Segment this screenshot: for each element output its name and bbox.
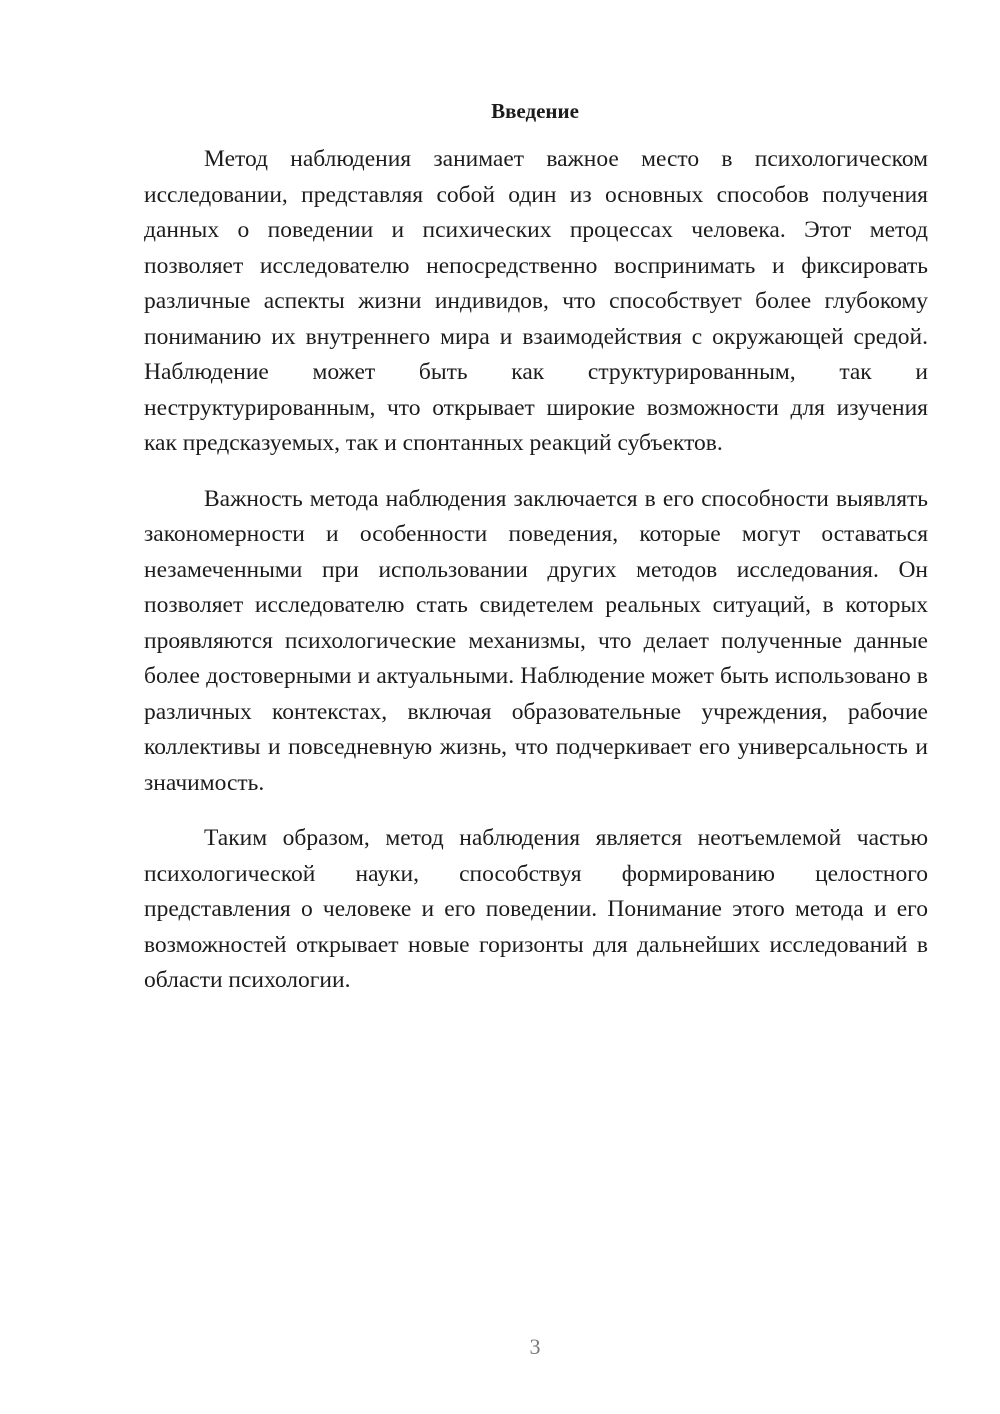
paragraph-1: Метод наблюдения занимает важное место в психологическом исследовании, представляя собой один из основных способов получения данных о поведении и психических процессах человека. Этот метод позволяет исследователю непосредственно воспринимать и фиксировать различные аспекты жизни индивидов, что способствует более глубокому пониманию их внутреннего мира и взаимодействия с окружающей средой. Наблюдение может быть как структурированным, так и неструктурированным, что открывает широкие возможности для изучения как предсказуемых, так и спонтанных реакций субъектов. <box>144 146 928 456</box>
section-heading: Введение <box>491 99 579 123</box>
paragraph-2: Важность метода наблюдения заключается в его способности выявлять закономерности и особенности поведения, которые могут оставаться незамеченными при использовании других методов исследования. Он позволяет исследователю стать свидетелем реальных ситуаций, в которых проявляются психологические механизмы, что делает полученные данные более достоверными и актуальными. Наблюдение может быть использовано в различных контекстах, включая образовательные учреждения, рабочие коллективы и повседневную жизнь, что подчеркивает его универсальность и значимость. <box>144 485 928 796</box>
body-text <box>144 142 928 1019</box>
page-number: 3 <box>529 1334 541 1359</box>
paragraph-3: Таким образом, метод наблюдения является неотъемлемой частью психологической науки, способствуя формированию целостного представления о человеке и его поведении. Понимание этого метода и его возможностей открывает новые горизонты для дальнейших исследований в области психологии. <box>144 825 928 993</box>
